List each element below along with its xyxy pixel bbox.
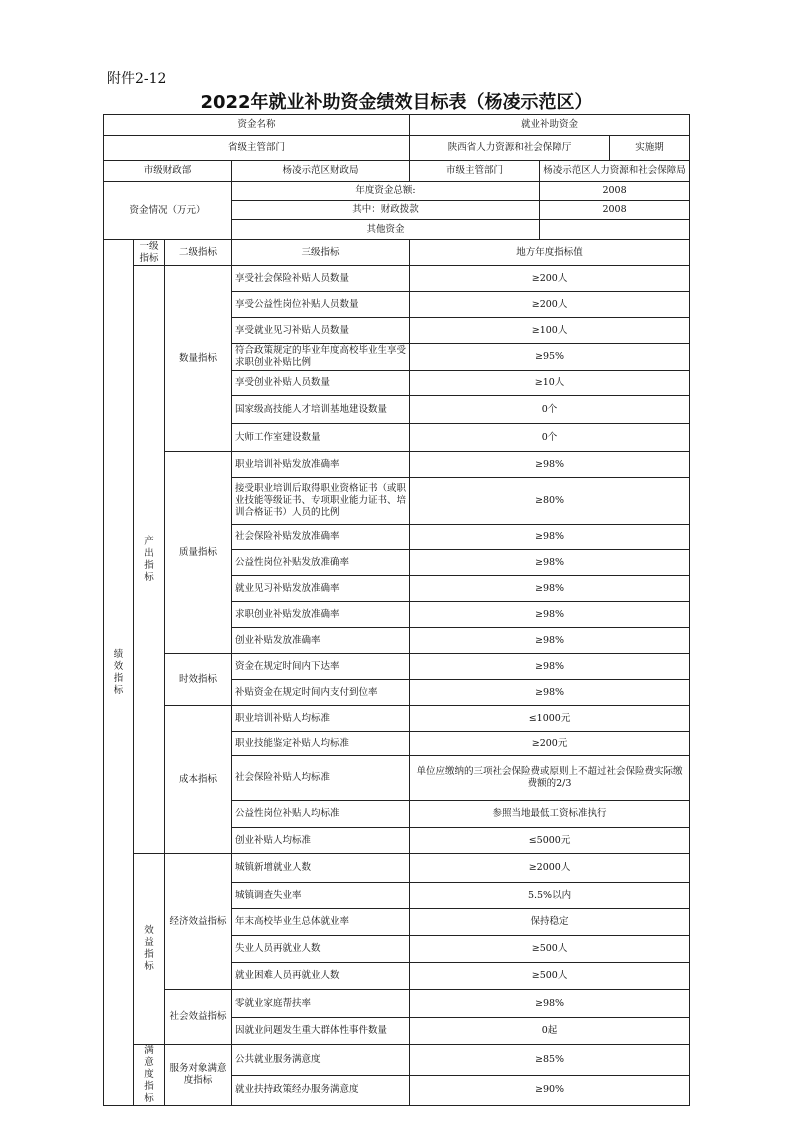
indicator-name: 职业培训补贴人均标准 <box>232 706 410 732</box>
of-which-value: 2008 <box>540 201 690 220</box>
group-cost: 成本指标 <box>165 706 232 854</box>
indicator-value: ≥98% <box>410 550 690 576</box>
period-label: 实施期 <box>610 136 690 161</box>
group-timeliness: 时效指标 <box>165 654 232 706</box>
indicator-name: 就业见习补贴发放准确率 <box>232 576 410 602</box>
group-service: 服务对象满意度指标 <box>165 1045 232 1106</box>
indicator-name: 符合政策规定的毕业年度高校毕业生享受求职创业补贴比例 <box>232 344 410 371</box>
group-economic: 经济效益指标 <box>165 854 232 990</box>
indicator-value: ≥98% <box>410 576 690 602</box>
table-row <box>104 706 690 732</box>
indicator-value: ≥98% <box>410 602 690 628</box>
indicator-name: 享受社会保险补贴人员数量 <box>232 266 410 292</box>
indicator-value: ≥200人 <box>410 266 690 292</box>
annual-total-label: 年度资金总额: <box>232 182 540 201</box>
group-quantity: 数量指标 <box>165 266 232 452</box>
other-label: 其他资金 <box>232 220 540 240</box>
prov-dept-value: 陕西省人力资源和社会保障厅 <box>410 136 610 161</box>
city-fin-label: 市级财政部 <box>104 161 232 182</box>
indicator-name: 城镇新增就业人数 <box>232 854 410 883</box>
city-fin-value: 杨凌示范区财政局 <box>232 161 410 182</box>
fund-name-label: 资金名称 <box>104 115 410 136</box>
indicator-name: 享受公益性岗位补贴人员数量 <box>232 292 410 318</box>
group-quality: 质量指标 <box>165 452 232 654</box>
indicator-value: ≥500人 <box>410 963 690 990</box>
indicator-name: 补贴资金在规定时间内支付到位率 <box>232 680 410 706</box>
performance-indicator-label: 绩 效 指 标 <box>104 240 134 1106</box>
indicator-value: 5.5%以内 <box>410 883 690 909</box>
indicator-name: 接受职业培训后取得职业资格证书（或职业技能等级证书、专项职业能力证书、培训合格证书）人员的比例 <box>232 478 410 525</box>
indicator-value: ≥100人 <box>410 318 690 344</box>
indicator-value: ≤1000元 <box>410 706 690 732</box>
indicator-value: ≥98% <box>410 525 690 550</box>
indicator-value: ≥2000人 <box>410 854 690 883</box>
indicator-name: 创业补贴人均标准 <box>232 828 410 854</box>
fund-name-row <box>104 115 690 136</box>
table-row <box>104 266 690 292</box>
indicator-name: 职业技能鉴定补贴人均标准 <box>232 732 410 756</box>
indicator-name: 零就业家庭帮扶率 <box>232 990 410 1018</box>
level1-benefit: 效 益 指 标 <box>134 854 165 1045</box>
indicator-name: 享受就业见习补贴人员数量 <box>232 318 410 344</box>
indicator-name: 城镇调查失业率 <box>232 883 410 909</box>
attachment-number: 附件2-12 <box>107 71 167 87</box>
prov-dept-row <box>104 136 690 161</box>
indicator-value: ≥95% <box>410 344 690 371</box>
indicator-value: ≥98% <box>410 680 690 706</box>
col-level1: 一级指标 <box>134 240 165 266</box>
indicator-value: 保持稳定 <box>410 909 690 936</box>
indicator-value: 单位应缴纳的三项社会保险费或原则上不超过社会保险费实际缴费额的2/3 <box>410 756 690 801</box>
performance-table <box>103 114 690 1106</box>
indicator-name: 年末高校毕业生总体就业率 <box>232 909 410 936</box>
indicator-value: ≥98% <box>410 452 690 478</box>
funds-label: 资金情况（万元） <box>104 182 232 240</box>
col-level3: 三级指标 <box>232 240 410 266</box>
indicator-value: ≥80% <box>410 478 690 525</box>
indicator-name: 社会保险补贴发放准确率 <box>232 525 410 550</box>
indicator-name: 公共就业服务满意度 <box>232 1045 410 1076</box>
column-header-row <box>104 240 690 266</box>
indicator-value: ≥98% <box>410 654 690 680</box>
city-dept-value: 杨凌示范区人力资源和社会保障局 <box>540 161 690 182</box>
table-row <box>104 1045 690 1076</box>
indicator-value: 0个 <box>410 424 690 452</box>
indicator-value: 参照当地最低工资标准执行 <box>410 801 690 828</box>
fund-name-value: 就业补助资金 <box>410 115 690 136</box>
of-which-label: 其中：财政拨款 <box>232 201 540 220</box>
indicator-name: 享受创业补贴人员数量 <box>232 371 410 396</box>
col-target: 地方年度指标值 <box>410 240 690 266</box>
indicator-value: ≥90% <box>410 1075 690 1106</box>
indicator-name: 就业扶持政策经办服务满意度 <box>232 1075 410 1106</box>
city-row <box>104 161 690 182</box>
indicator-value: ≥10人 <box>410 371 690 396</box>
table-row <box>104 452 690 478</box>
indicator-value: ≥200人 <box>410 292 690 318</box>
indicator-name: 就业困难人员再就业人数 <box>232 963 410 990</box>
indicator-value: ≥500人 <box>410 936 690 963</box>
indicator-name: 公益性岗位补贴人均标准 <box>232 801 410 828</box>
prov-dept-label: 省级主管部门 <box>104 136 410 161</box>
other-value <box>540 220 690 240</box>
indicator-value: ≥98% <box>410 990 690 1018</box>
indicator-name: 创业补贴发放准确率 <box>232 628 410 654</box>
funds-row-total <box>104 182 690 201</box>
table-row <box>104 654 690 680</box>
annual-total-value: 2008 <box>540 182 690 201</box>
indicator-name: 求职创业补贴发放准确率 <box>232 602 410 628</box>
indicator-name: 失业人员再就业人数 <box>232 936 410 963</box>
indicator-value: ≥200元 <box>410 732 690 756</box>
indicator-name: 职业培训补贴发放准确率 <box>232 452 410 478</box>
city-dept-label: 市级主管部门 <box>410 161 540 182</box>
indicator-name: 因就业问题发生重大群体性事件数量 <box>232 1018 410 1045</box>
indicator-value: ≥85% <box>410 1045 690 1076</box>
indicator-name: 公益性岗位补贴发放准确率 <box>232 550 410 576</box>
indicator-value: 0起 <box>410 1018 690 1045</box>
level1-output: 产 出 指 标 <box>134 266 165 854</box>
indicator-value: ≤5000元 <box>410 828 690 854</box>
indicator-name: 大师工作室建设数量 <box>232 424 410 452</box>
indicator-name: 国家级高技能人才培训基地建设数量 <box>232 396 410 424</box>
indicator-value: 0个 <box>410 396 690 424</box>
level1-satisfaction: 满 意 度 指 标 <box>134 1045 165 1106</box>
table-row <box>104 990 690 1018</box>
col-level2: 二级指标 <box>165 240 232 266</box>
indicator-value: ≥98% <box>410 628 690 654</box>
group-social: 社会效益指标 <box>165 990 232 1045</box>
indicator-name: 社会保险补贴人均标准 <box>232 756 410 801</box>
indicator-name: 资金在规定时间内下达率 <box>232 654 410 680</box>
table-row <box>104 854 690 883</box>
page-title: 2022年就业补助资金绩效目标表（杨凌示范区） <box>200 92 593 113</box>
